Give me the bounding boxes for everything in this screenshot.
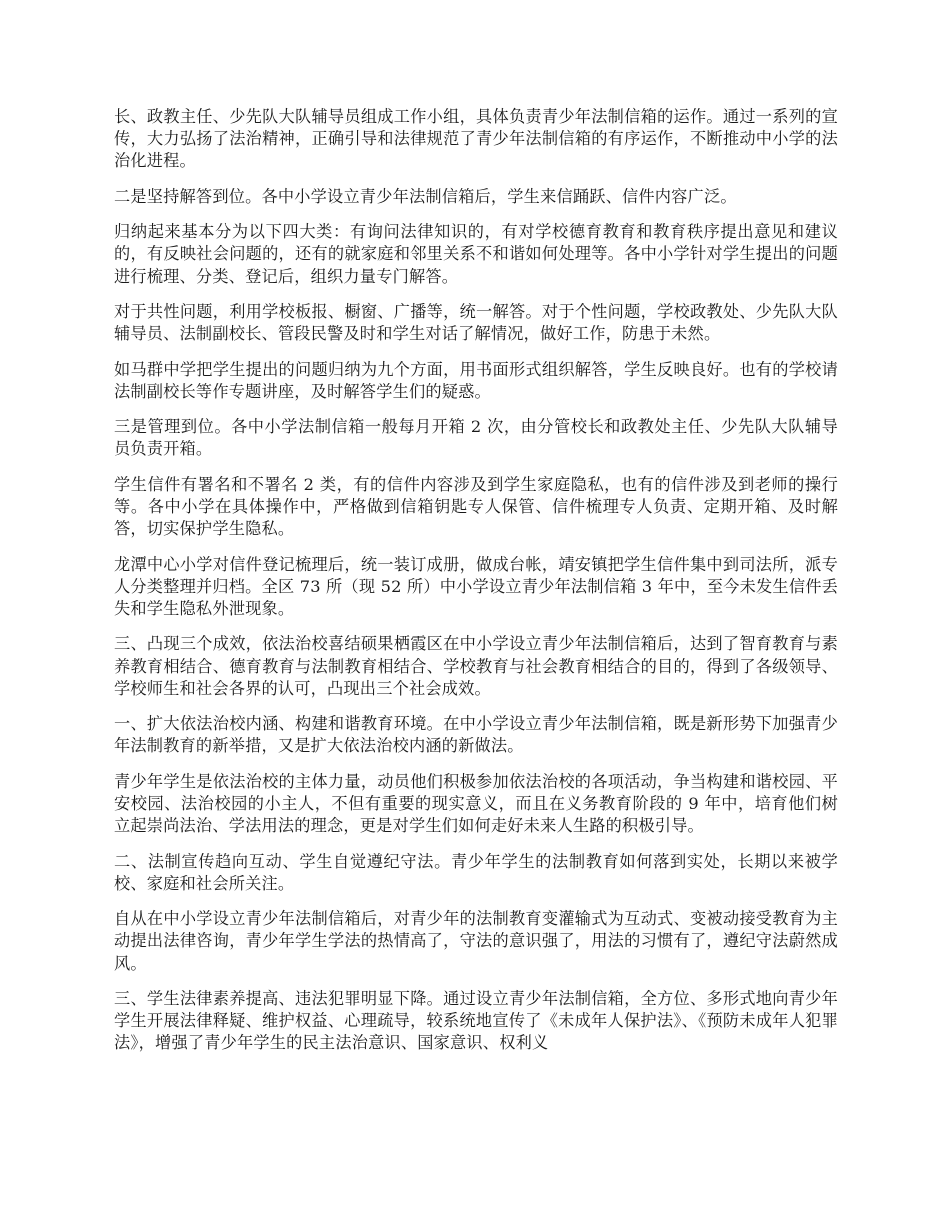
paragraph: 三是管理到位。各中小学法制信箱一般每月开箱 2 次，由分管校长和政教处主任、少先队大队辅导员负责开箱。 bbox=[114, 417, 838, 459]
paragraph: 二、法制宣传趋向互动、学生自觉遵纪守法。青少年学生的法制教育如何落到实处，长期以来被学校、家庭和社会所关注。 bbox=[114, 851, 838, 893]
paragraph: 学生信件有署名和不署名 2 类，有的信件内容涉及到学生家庭隐私，也有的信件涉及到老师的操行等。各中小学在具体操作中，严格做到信箱钥匙专人保管、信件梳理专人负责、定期开箱、及时解答，切实保护学生隐私。 bbox=[114, 474, 838, 539]
paragraph: 三、凸现三个成效，依法治校喜结硕果栖霞区在中小学设立青少年法制信箱后，达到了智育教育与素养教育相结合、德育教育与法制教育相结合、学校教育与社会教育相结合的目的，得到了各级领导、学校师生和社会各界的认可，凸现出三个社会成效。 bbox=[114, 634, 838, 698]
document-body bbox=[114, 106, 838, 1068]
paragraph: 一、扩大依法治校内涵、构建和谐教育环境。在中小学设立青少年法制信箱，既是新形势下加强青少年法制教育的新举措，又是扩大依法治校内涵的新做法。 bbox=[114, 714, 838, 756]
paragraph: 龙潭中心小学对信件登记梳理后，统一装订成册，做成台帐，靖安镇把学生信件集中到司法所，派专人分类整理并归档。全区 73 所（现 52 所）中小学设立青少年法制信箱 3 年中，至今未发生信件丢失和学生隐私外泄现象。 bbox=[114, 554, 838, 618]
paragraph: 归纳起来基本分为以下四大类：有询问法律知识的，有对学校德育教育和教育秩序提出意见和建议的，有反映社会问题的，还有的就家庭和邻里关系不和谐如何处理等。各中小学针对学生提出的问题进行梳理、分类、登记后，组织力量专门解答。 bbox=[114, 222, 838, 286]
paragraph: 三、学生法律素养提高、违法犯罪明显下降。通过设立青少年法制信箱，全方位、多形式地向青少年学生开展法律释疑、维护权益、心理疏导，较系统地宣传了《未成年人保护法》、《预防未成年人犯罪法》，增强了青少年学生的民主法治意识、国家意识、权利义 bbox=[114, 988, 838, 1053]
paragraph: 二是坚持解答到位。各中小学设立青少年法制信箱后，学生来信踊跃、信件内容广泛。 bbox=[114, 186, 737, 206]
paragraph: 如马群中学把学生提出的问题归纳为九个方面，用书面形式组织解答，学生反映良好。也有的学校请法制副校长等作专题讲座，及时解答学生们的疑惑。 bbox=[114, 359, 838, 401]
paragraph: 青少年学生是依法治校的主体力量，动员他们积极参加依法治校的各项活动，争当构建和谐校园、平安校园、法治校园的小主人，不但有重要的现实意义，而且在义务教育阶段的 9 年中，培育他们树立起崇尚法治、学法用法的理念，更是对学生们如何走好未来人生路的积极引导。 bbox=[114, 771, 838, 836]
paragraph: 长、政教主任、少先队大队辅导员组成工作小组，具体负责青少年法制信箱的运作。通过一系列的宣传，大力弘扬了法治精神，正确引导和法律规范了青少年法制信箱的有序运作，不断推动中小学的法治化进程。 bbox=[114, 107, 838, 171]
paragraph: 对于共性问题，利用学校板报、橱窗、广播等，统一解答。对于个性问题，学校政教处、少先队大队辅导员、法制副校长、管段民警及时和学生对话了解情况，做好工作，防患于未然。 bbox=[114, 301, 838, 344]
paragraph: 自从在中小学设立青少年法制信箱后，对青少年的法制教育变灌输式为互动式、变被动接受教育为主动提出法律咨询，青少年学生学法的热情高了，守法的意识强了，用法的习惯有了，遵纪守法蔚然成风。 bbox=[114, 909, 838, 973]
